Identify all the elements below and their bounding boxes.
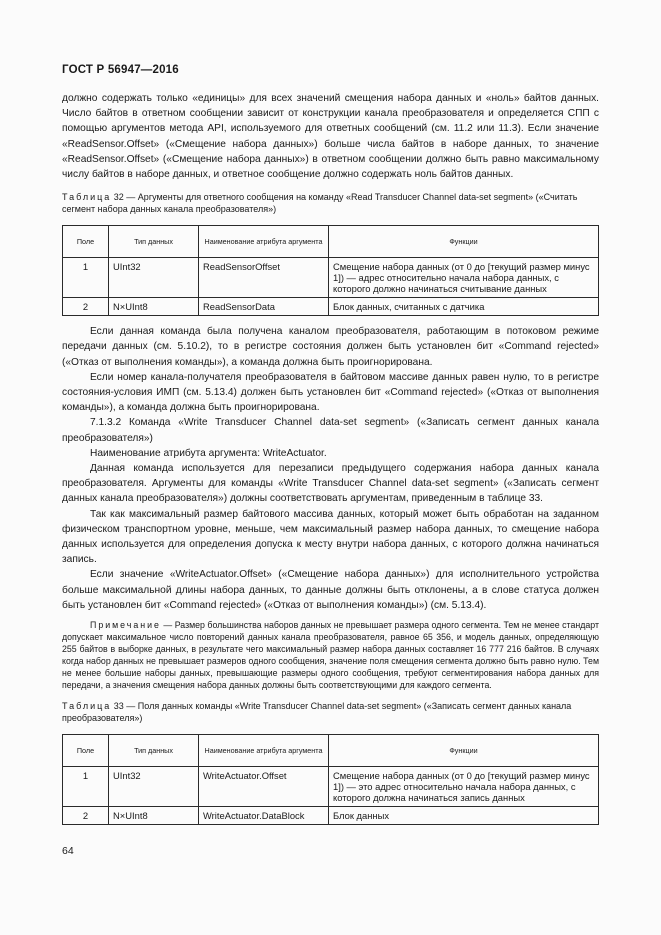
table-cell: 1 [63, 258, 109, 298]
table-row [63, 258, 599, 298]
table-cell: 2 [63, 807, 109, 825]
column-header: Наименование атрибута аргумента [199, 735, 329, 767]
table-header-row [63, 226, 599, 258]
table-header-row [63, 735, 599, 767]
table-cell: ReadSensorData [199, 298, 329, 316]
caption-text: 33 — Поля данных команды «Write Transducer Channel data-set segment» («Записать сегмент данных канала преобразователя») [62, 701, 572, 724]
table-33-caption [62, 700, 599, 724]
paragraph: Наименование атрибута аргумента: WriteActuator. [90, 447, 327, 459]
note [62, 619, 599, 691]
paragraph: Если данная команда была получена каналом преобразователя, работающим в потоковом режиме передачи данных (см. 5.10.2), то в регистре состояния должен быть установлен бит «Command rejected» («Отказ от выполнения команды»), а команда должна быть проигнорирована. [62, 326, 599, 368]
table-cell: WriteActuator.Offset [199, 767, 329, 807]
table-cell: WriteActuator.DataBlock [199, 807, 329, 825]
table-cell: N×UInt8 [109, 298, 199, 316]
section-heading: 7.1.3.2 Команда «Write Transducer Channel data-set segment» («Записать сегмент данных канала преобразователя») [62, 417, 599, 444]
column-header: Функции [329, 735, 599, 767]
paragraph: Данная команда используется для перезаписи предыдущего содержания набора данных канала преобразователя. Аргументы для команды «Write Transducer Channel data-set segment» («Записать сегмент данных канала преобразователя») должны соответствовать аргументам, приведенным в таблице 33. [62, 463, 599, 505]
table-cell: Блок данных, считанных с датчика [329, 298, 599, 316]
table-33 [62, 734, 599, 825]
note-text: — Размер большинства наборов данных не превышает размера одного сегмента. Тем не менее стандарт допускает максимальное число повторений данных канала преобразователя, равное 65 356, и модель данных, определяющую 255 байтов в выборке данных, в результате чего максимальный размер набора данных составляет 16 777 216 байтов. В случаях когда набор данных не превышает размеров одного сообщения, значение поля смещения сегмента должно быть равно нулю. Тем не менее большие наборы данных, превышающие размеры одного сообщения, требуют сегментирования набора данных для передачи, а значения смещения набора данных должны быть соответствующими для каждого сегмента. [62, 620, 599, 691]
caption-text: 32 — Аргументы для ответного сообщения на команду «Read Transducer Channel data-set segment» («Считать сегмент набора данных канала преобразователя») [62, 192, 578, 215]
table-32 [62, 225, 599, 316]
column-header: Тип данных [109, 226, 199, 258]
column-header: Наименование атрибута аргумента [199, 226, 329, 258]
table-cell: UInt32 [109, 767, 199, 807]
page-content [62, 91, 599, 833]
caption-prefix: Таблица [62, 701, 112, 712]
paragraph: Если номер канала-получателя преобразователя в байтовом массиве данных равен нулю, то в регистре состояния-условия ИМП (см. 5.13.4) должен быть установлен бит «Command rejected» («Отказ от выполнения команды»), а команда должна быть проигнорирована. [62, 371, 599, 414]
table-row [63, 767, 599, 807]
table-cell: UInt32 [109, 258, 199, 298]
table-cell: Смещение набора данных (от 0 до [текущий размер минус 1]) — это адрес относительно начала набора данных, с которого должна начинаться запись данных [329, 767, 599, 807]
table-row [63, 298, 599, 316]
column-header: Поле [63, 735, 109, 767]
table-row [63, 807, 599, 825]
column-header: Поле [63, 226, 109, 258]
table-cell: ReadSensorOffset [199, 258, 329, 298]
paragraph: Если значение «WriteActuator.Offset» («Смещение набора данных») для исполнительного устройства больше максимальной длины набора данных, то данные должны быть отклонены, а в слове статуса должен быть установлен бит «Command rejected» («Отказ от выполнения команды») (см. 5.13.4). [62, 569, 599, 611]
paragraph: Так как максимальный размер байтового массива данных, который может быть обработан на заданном физическом транспортном уровне, меньше, чем максимальный размер набора данных, то смещение набора данных используется для определения допуска к месту внутри набора данных, с которого должна начинаться запись. [62, 508, 599, 566]
table-cell: Смещение набора данных (от 0 до [текущий размер минус 1]) — адрес относительно начала набора данных, с которого должно начинаться считывание данных [329, 258, 599, 298]
table-cell: 2 [63, 298, 109, 316]
caption-prefix: Таблица [62, 192, 112, 203]
table-32-caption [62, 191, 599, 215]
table-cell: Блок данных [329, 807, 599, 825]
table-cell: 1 [63, 767, 109, 807]
column-header: Тип данных [109, 735, 199, 767]
page-number: 64 [62, 845, 74, 857]
paragraph: должно содержать только «единицы» для всех значений смещения набора данных и «ноль» байтов данных. Число байтов в ответном сообщении зависит от конструкции канала преобразователя и определяется СПП с помощью аргументов метода API, используемого для ответных сообщений (см. 11.2 или 11.3). Если значение «ReadSensor.Offset» («Смещение набора данных») больше числа байтов в наборе данных, то значение «ReadSensor.Offset» («Смещение набора данных») в ответном сообщении должно быть равно максимальному числу байтов в наборе данных, и ответное сообщение должно содержать ноль байтов данных. [62, 93, 599, 181]
standard-header: ГОСТ Р 56947—2016 [62, 64, 179, 76]
note-prefix: Примечание [90, 620, 161, 631]
column-header: Функции [329, 226, 599, 258]
table-cell: N×UInt8 [109, 807, 199, 825]
